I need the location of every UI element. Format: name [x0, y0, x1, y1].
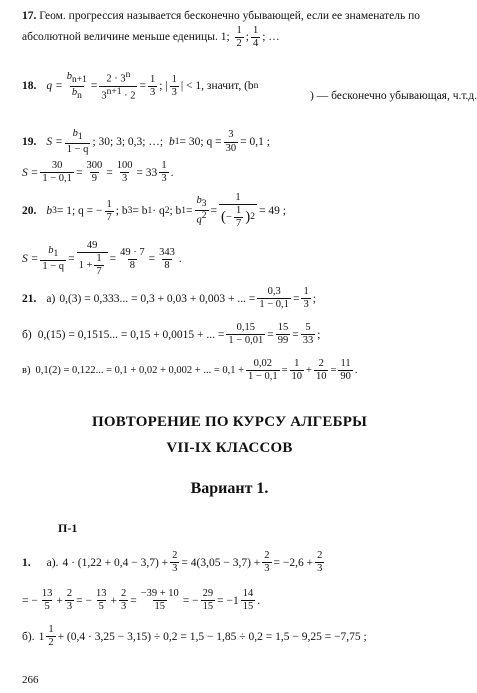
fraction: $\frac{2}{3}$	[264, 550, 270, 575]
variant-title: Вариант 1.	[190, 480, 269, 497]
fraction: $\frac{13}{5}$	[95, 588, 107, 613]
fraction: $\frac{b_3}{q^2}$	[196, 195, 207, 226]
fraction: $\frac{1}{2}$	[48, 624, 54, 649]
fraction: $\frac{1}{7}$	[96, 253, 102, 278]
fraction: $\frac{1}{3}$	[171, 73, 177, 98]
problem-1-b: б). 1 $\frac{1}{2}$ + (0,4 · 3,25 − 3,15) ÷ 0,2 = 1,5 − 1,85 ÷ 0,2 = 1,5 − 9,25 = −7,75 ;	[22, 624, 367, 649]
problem-number: 21.	[22, 292, 37, 305]
fraction: $\frac{100}{3}$	[116, 160, 133, 185]
problem-21-a: 21. а) 0,(3) = 0,333... = 0,3 + 0,03 + 0,003 + ... = $\frac{0,3}{1 - 0,1}$ = $\frac{1}{3}$ ;	[22, 286, 316, 311]
fraction: $\frac{1}{3}$	[161, 160, 167, 185]
problem-number: 19.	[22, 136, 37, 149]
fraction: $\frac{5}{33}$	[302, 322, 314, 347]
fraction: $\frac{11}{90}$	[340, 358, 351, 383]
problem-number: 20.	[22, 205, 37, 218]
problem-text: Геом. прогрессия называется бесконечно убывающей, если ее знаменатель по абсолютной величине меньше еденицы. 1;	[22, 10, 421, 43]
fraction: $\frac{29}{15}$	[202, 588, 214, 613]
fraction: $\frac{2}{3}$	[66, 588, 73, 613]
fraction: $\frac{1}{10}$	[291, 358, 303, 383]
fraction: $\frac{343}{8}$	[159, 246, 175, 271]
fraction: $\frac{1}{7}$	[106, 198, 112, 223]
fraction: $\frac{2}{10}$	[315, 358, 327, 383]
problem-20-row-2: S = $\frac{b_1}{1 - q}$ = 49 1 + $\frac{1}{7}$ = $\frac{49 \cdot 7}{8}$ = $\frac{343}{8}$ .	[22, 240, 182, 278]
fraction: $\frac{13}{5}$	[41, 588, 53, 613]
problem-17: 17. Геом. прогрессия называется бесконечно убывающей, если ее знаменатель по абсолютной величине меньше еденицы. 1; $\frac{1}{2}$ ; $\frac{1}{4}$ ; …	[22, 10, 421, 49]
problem-19-row-1: 19. S = $\frac{b_1}{1 - q}$ ; 30; 3; 0,3; …; b 1 = 30; q = $\frac{3}{30}$ = 0,1 ;	[22, 128, 270, 156]
fraction: $\frac{1}{7}$	[235, 205, 242, 230]
fraction: 49 1 + $\frac{1}{7}$	[77, 240, 108, 278]
fraction: $\frac{b_{n+1}}{b_n}$	[66, 70, 87, 101]
problem-1-a: 1. а). 4 · (1,22 + 0,4 − 3,7) + $\frac{2}{3}$ = 4(3,05 − 3,7) + $\frac{2}{3}$ = −2,6 + $\frac{2}{3}$	[22, 550, 323, 575]
fraction: $\frac{-39 + 10}{15}$	[140, 588, 179, 613]
fraction: $\frac{2}{3}$	[317, 550, 323, 575]
problem-20-row-1: 20. b 3 = 1; q = − $\frac{1}{7}$ ; b 3 = b 1 · q 2 ; b 1 = $\frac{b_3}{q^2}$ = 1 ( − $\frac{1}{7}$ ) 2 = 49 ;	[22, 192, 286, 230]
fraction: $\frac{3}{30}$	[225, 129, 237, 154]
problem-1-a-continued: = − $\frac{13}{5}$ + $\frac{2}{3}$ = − $\frac{13}{5}$ + $\frac{2}{3}$ = $\frac{-39 + 10}{15}$ = − $\frac{29}{15}$ = −1 $\frac{14}{15}$ .	[22, 588, 261, 613]
problem-number: 18.	[22, 80, 37, 93]
section-subheading: VII-IX КЛАССОВ	[166, 440, 293, 456]
fraction: $\frac{b_1}{1 - q}$	[66, 128, 89, 156]
fraction: $\frac{2}{3}$	[120, 588, 127, 613]
fraction: $\frac{2 \cdot 3^n}{3^{n+1} \cdot 2}$	[101, 70, 136, 102]
problem-18-conclusion-a: ) — бесконечно убывающая, ч.т.д.	[310, 90, 477, 102]
section-heading: ПОВТОРЕНИЕ ПО КУРСУ АЛГЕБРЫ	[91, 414, 368, 430]
problem-18: 18. q = $\frac{b_{n+1}}{b_n}$ = $\frac{2 \cdot 3^n}{3^{n+1} \cdot 2}$ = $\frac{1}{3}$ ; | $\frac{1}{3}$ | < 1, значит, (b n	[22, 70, 259, 102]
fraction: $\frac{30}{1 - 0,1}$	[42, 160, 72, 185]
page-number: 266	[22, 674, 39, 686]
fraction: $\frac{14}{15}$	[242, 588, 254, 613]
fraction: $\frac{0,3}{1 - 0,1}$	[259, 286, 289, 311]
fraction: 1 ( − $\frac{1}{7}$ ) 2	[221, 192, 255, 230]
fraction: $\frac{1}{4}$	[252, 24, 259, 49]
fraction: $\frac{0,02}{1 - 0,1}$	[248, 358, 278, 383]
problem-21-c: в) 0,1(2) = 0,122... = 0,1 + 0,02 + 0,002 + ... = 0,1 + $\frac{0,02}{1 - 0,1}$ = $\frac{1}{10}$ + $\frac{2}{10}$ = $\frac{11}{90}$ .	[22, 358, 358, 383]
fraction: $\frac{49 \cdot 7}{8}$	[120, 246, 145, 271]
problem-19-row-2: S = $\frac{30}{1 - 0,1}$ = $\frac{300}{9}$ = $\frac{100}{3}$ = 33 $\frac{1}{3}$ .	[22, 160, 174, 185]
fraction: $\frac{300}{9}$	[86, 160, 103, 185]
fraction: $\frac{15}{99}$	[277, 322, 289, 347]
fraction: $\frac{b_1}{1 - q}$	[42, 245, 65, 273]
problem-number: 17.	[22, 10, 37, 22]
fraction: $\frac{2}{3}$	[172, 550, 178, 575]
fraction: $\frac{1}{3}$	[149, 73, 156, 98]
problem-number: 1.	[22, 556, 31, 569]
problem-21-b: б) 0,(15) = 0,1515... = 0,15 + 0,0015 + ... = $\frac{0,15}{1 - 0,01}$ = $\frac{15}{99}$ = $\frac{5}{33}$ ;	[22, 322, 321, 347]
fraction: $\frac{1}{2}$	[236, 24, 242, 49]
fraction: $\frac{0,15}{1 - 0,01}$	[228, 322, 264, 347]
subsection-title: П-1	[58, 521, 78, 535]
fraction: $\frac{1}{3}$	[303, 286, 309, 311]
